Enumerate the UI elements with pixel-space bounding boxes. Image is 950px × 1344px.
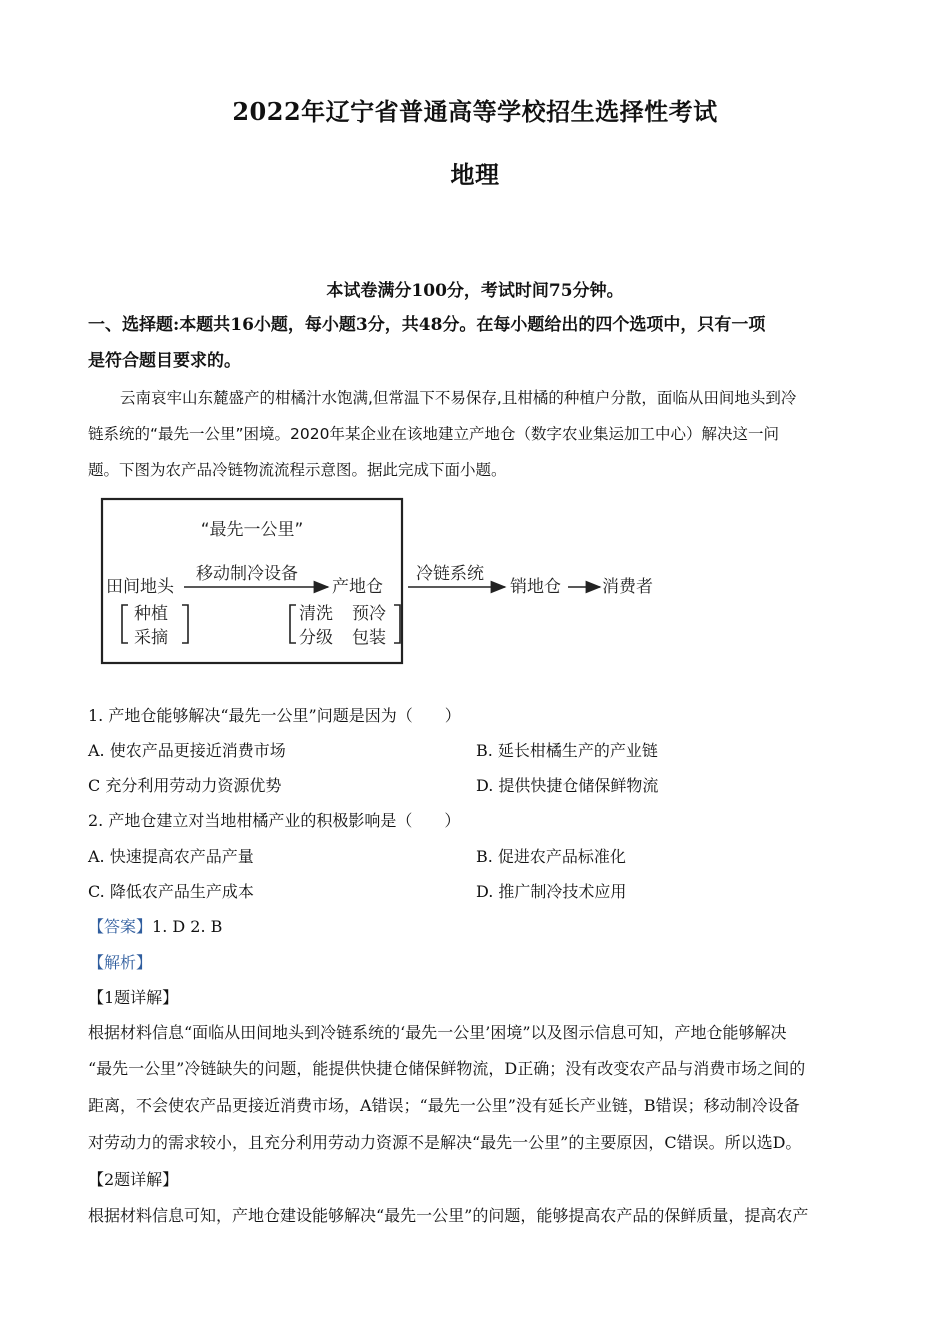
node-origin-warehouse: 产地仓 bbox=[332, 577, 383, 597]
passage-line: 云南哀牢山东麓盛产的柑橘汁水饱满,但常温下不易保存,且柑橘的种植户分散，面临从田间地头到冷 bbox=[120, 389, 797, 407]
answer-value: 1. D 2. B bbox=[152, 917, 223, 936]
answer-line bbox=[88, 914, 222, 937]
detail-1-label: 【1题详解】 bbox=[88, 988, 179, 1007]
cold-chain-diagram bbox=[100, 497, 670, 667]
activity-washing: 清洗 bbox=[299, 604, 333, 624]
arrow1-label: 移动制冷设备 bbox=[196, 564, 298, 584]
question-2-option-a[interactable]: A. 快速提高农产品产量 bbox=[88, 847, 254, 866]
bracket-right bbox=[394, 605, 400, 643]
question-2-stem: 2. 产地仓建立对当地柑橘产业的积极影响是（ ） bbox=[88, 811, 461, 830]
question-2-option-c[interactable]: C. 降低农产品生产成本 bbox=[88, 882, 254, 901]
node-sales-warehouse: 销地仓 bbox=[510, 577, 561, 597]
question-1-option-d[interactable]: D. 提供快捷仓储保鲜物流 bbox=[476, 776, 659, 795]
node-field: 田间地头 bbox=[106, 577, 174, 597]
passage-line: 链系统的“最先一公里”困境。2020年某企业在该地建立产地仓（数字农业集运加工中心）解决这一问 bbox=[88, 425, 780, 443]
activity-picking: 采摘 bbox=[134, 628, 168, 648]
question-1-option-c[interactable]: C 充分利用劳动力资源优势 bbox=[88, 776, 282, 795]
section-heading: 一、选择题:本题共16小题，每小题3分，共48分。在每小题给出的四个选项中，只有一项 bbox=[88, 315, 766, 335]
question-1-option-a[interactable]: A. 使农产品更接近消费市场 bbox=[88, 741, 286, 760]
activity-precooling: 预冷 bbox=[352, 604, 386, 624]
passage-line: 题。下图为农产品冷链物流流程示意图。据此完成下面小题。 bbox=[88, 461, 507, 479]
section-heading-cont: 是符合题目要求的。 bbox=[88, 351, 241, 371]
page-title: 2022年辽宁省普通高等学校招生选择性考试 bbox=[232, 97, 718, 126]
diagram-top-label: “最先一公里” bbox=[200, 520, 304, 540]
detail-1-line: 根据材料信息“面临从田间地头到冷链系统的‘最先一公里’困境”以及图示信息可知，产地仓能够解决 bbox=[88, 1023, 787, 1042]
exam-info: 本试卷满分100分，考试时间75分钟。 bbox=[326, 281, 624, 301]
detail-2-label: 【2题详解】 bbox=[88, 1170, 179, 1189]
question-2-option-d[interactable]: D. 推广制冷技术应用 bbox=[476, 882, 627, 901]
bracket-right bbox=[182, 605, 188, 643]
question-2-option-b[interactable]: B. 促进农产品标准化 bbox=[476, 847, 626, 866]
analysis-label: 【解析】 bbox=[88, 953, 153, 972]
answer-label: 【答案】 bbox=[88, 917, 153, 936]
question-1-option-b[interactable]: B. 延长柑橘生产的产业链 bbox=[476, 741, 658, 760]
detail-2-line: 根据材料信息可知，产地仓建设能够解决“最先一公里”的问题，能够提高农产品的保鲜质量，提高农产 bbox=[88, 1206, 809, 1225]
bracket-left bbox=[122, 605, 128, 643]
bracket-left bbox=[290, 605, 296, 643]
node-consumer: 消费者 bbox=[602, 577, 653, 597]
activity-grading: 分级 bbox=[299, 628, 333, 648]
activity-planting: 种植 bbox=[134, 604, 168, 624]
detail-1-line: 对劳动力的需求较小，且充分利用劳动力资源不是解决“最先一公里”的主要原因，C错误。所以选D。 bbox=[88, 1133, 802, 1152]
arrow2-label: 冷链系统 bbox=[416, 564, 484, 584]
subject-title: 地理 bbox=[450, 160, 500, 189]
detail-1-line: “最先一公里”冷链缺失的问题，能提供快捷仓储保鲜物流，D正确；没有改变农产品与消费市场之间的 bbox=[88, 1059, 806, 1078]
question-1-stem: 1. 产地仓能够解决“最先一公里”问题是因为（ ） bbox=[88, 706, 461, 725]
activity-packing: 包装 bbox=[352, 628, 386, 648]
detail-1-line: 距离，不会使农产品更接近消费市场，A错误；“最先一公里”没有延长产业链，B错误；移动制冷设备 bbox=[88, 1096, 800, 1115]
